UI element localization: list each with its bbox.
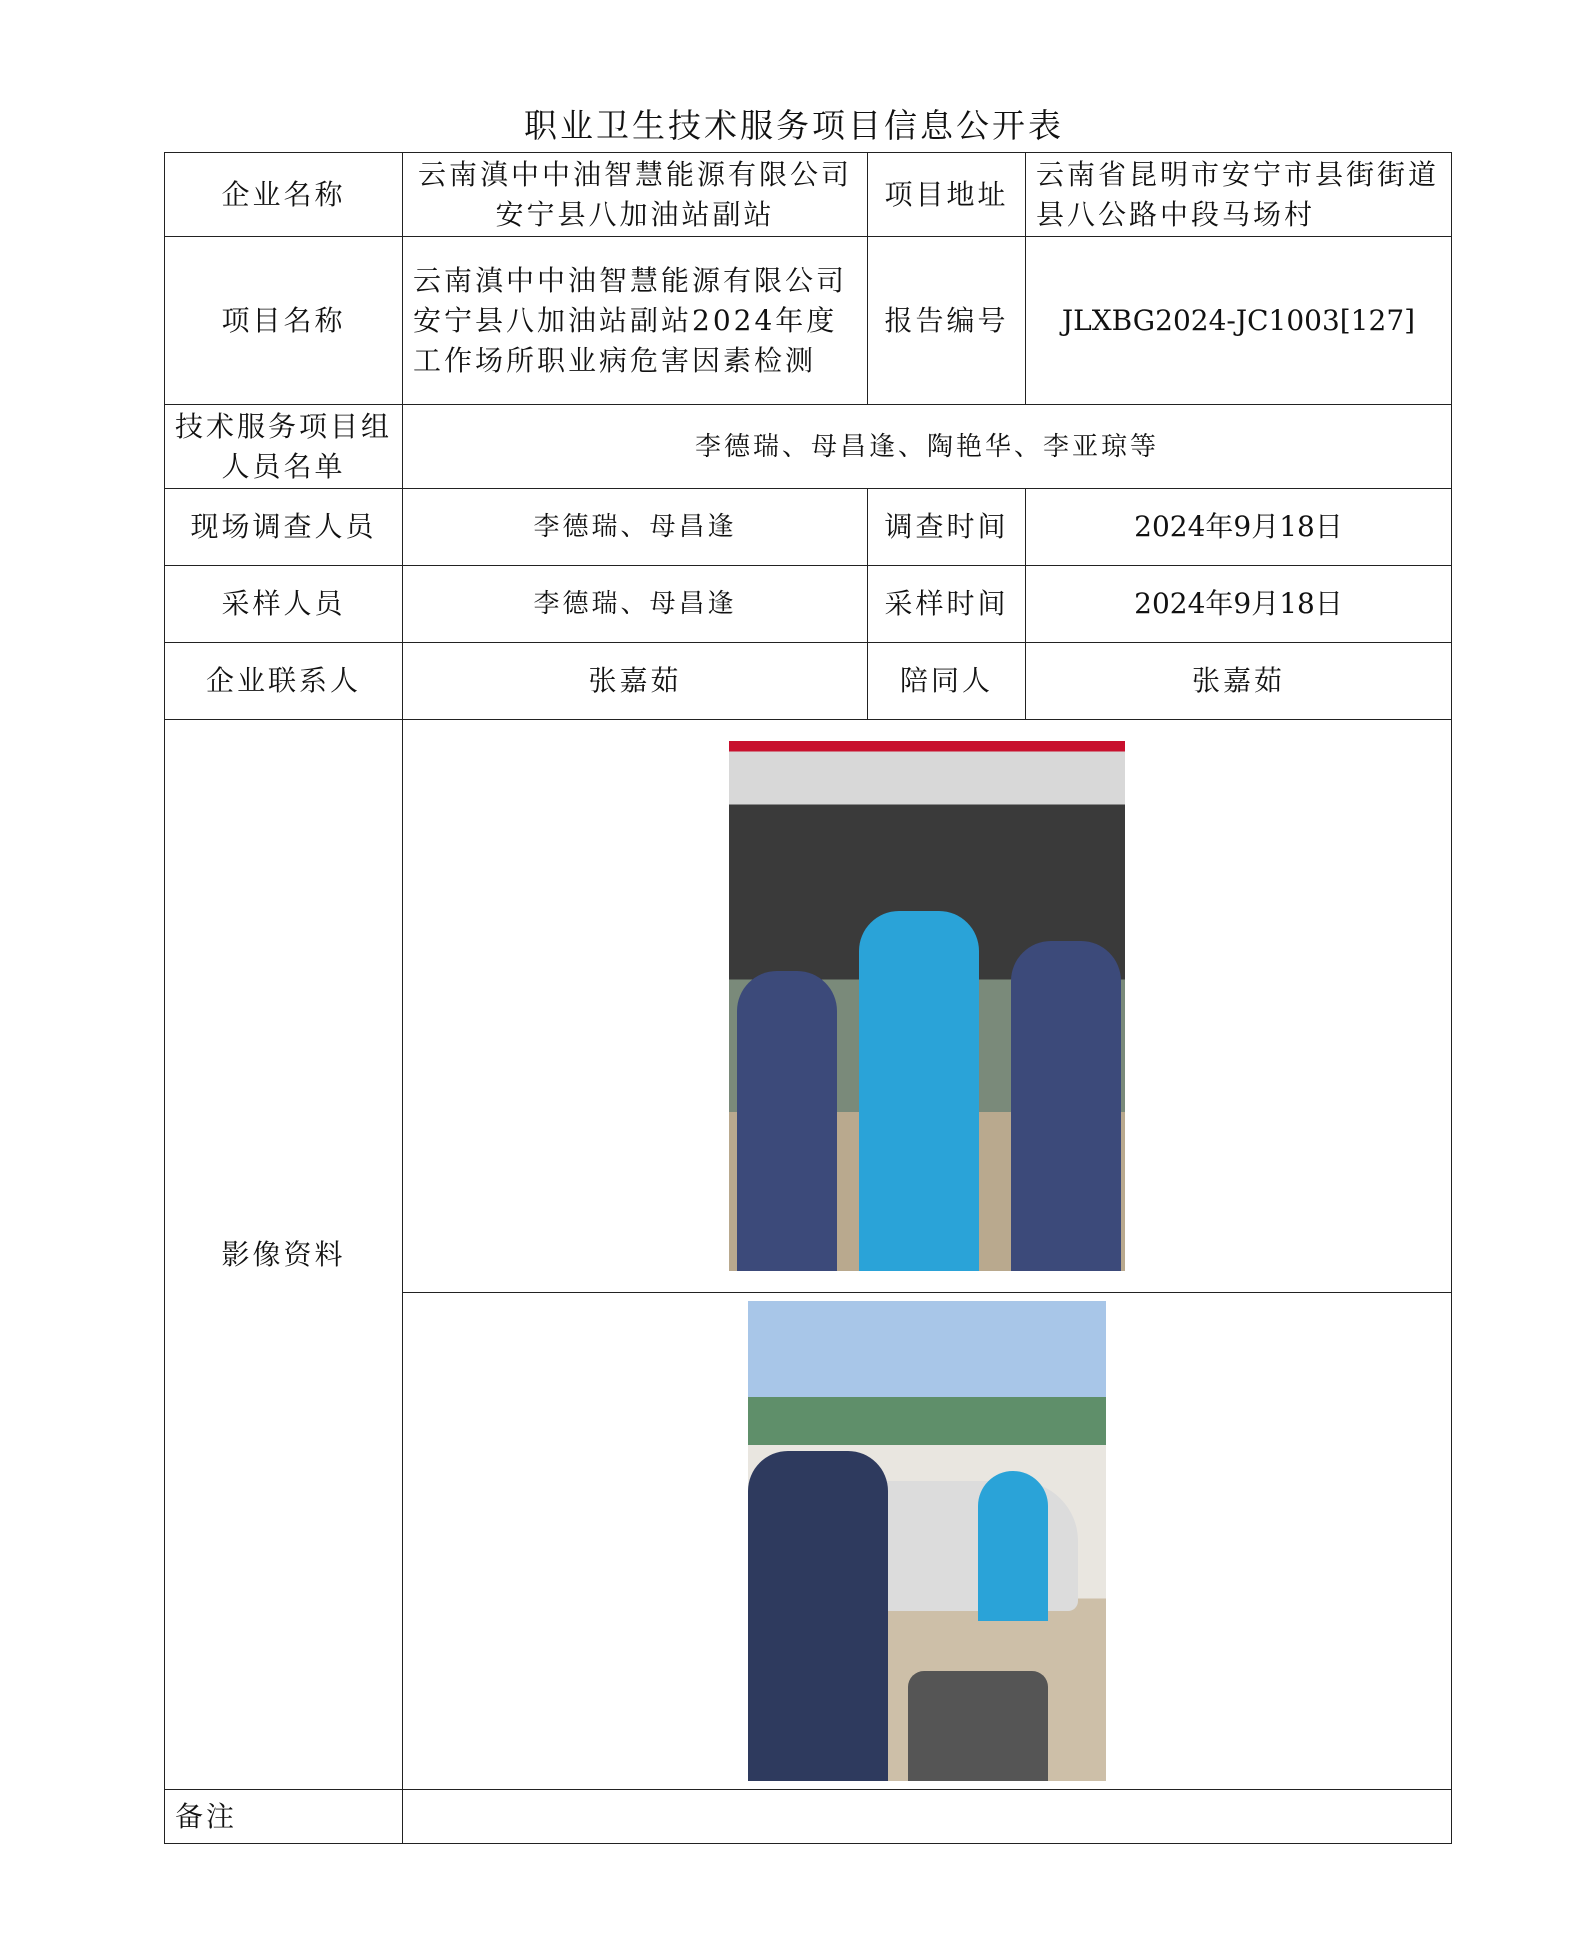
row-company xyxy=(165,153,1452,237)
row-image-1 xyxy=(165,720,1452,1293)
project-value: 云南滇中中油智慧能源有限公司安宁县八加油站副站2024年度工作场所职业病危害因素检测 xyxy=(403,237,868,405)
escort-value: 张嘉茹 xyxy=(1026,643,1452,720)
row-remarks xyxy=(165,1790,1452,1844)
company-label: 企业名称 xyxy=(165,153,403,237)
person-figure xyxy=(859,911,979,1271)
image-cell-1 xyxy=(403,720,1452,1293)
info-table xyxy=(164,152,1452,1844)
person-figure xyxy=(1011,941,1121,1271)
image-cell-2 xyxy=(403,1293,1452,1790)
contact-value: 张嘉茹 xyxy=(403,643,868,720)
row-sampling xyxy=(165,566,1452,643)
remarks-value xyxy=(403,1790,1452,1844)
sampling-time-value: 2024年9月18日 xyxy=(1026,566,1452,643)
row-project xyxy=(165,237,1452,405)
row-contact xyxy=(165,643,1452,720)
address-label: 项目地址 xyxy=(868,153,1026,237)
escort-label: 陪同人 xyxy=(868,643,1026,720)
person-figure xyxy=(737,971,837,1271)
team-value: 李德瑞、母昌逢、陶艳华、李亚琼等 xyxy=(403,405,1452,489)
survey-time-value: 2024年9月18日 xyxy=(1026,489,1452,566)
sampling-staff-value: 李德瑞、母昌逢 xyxy=(403,566,868,643)
report-label: 报告编号 xyxy=(868,237,1026,405)
images-label: 影像资料 xyxy=(165,720,403,1790)
team-label: 技术服务项目组人员名单 xyxy=(165,405,403,489)
row-team xyxy=(165,405,1452,489)
sampling-time-label: 采样时间 xyxy=(868,566,1026,643)
sampling-staff-label: 采样人员 xyxy=(165,566,403,643)
survey-time-label: 调查时间 xyxy=(868,489,1026,566)
row-survey xyxy=(165,489,1452,566)
bin-shape xyxy=(908,1671,1048,1781)
company-value: 云南滇中中油智慧能源有限公司安宁县八加油站副站 xyxy=(403,153,868,237)
page-title: 职业卫生技术服务项目信息公开表 xyxy=(524,106,1064,145)
address-value: 云南省昆明市安宁市县街街道县八公路中段马场村 xyxy=(1026,153,1452,237)
sampling-photo xyxy=(748,1301,1106,1781)
survey-staff-value: 李德瑞、母昌逢 xyxy=(403,489,868,566)
remarks-label: 备注 xyxy=(165,1790,403,1844)
person-figure xyxy=(748,1451,888,1781)
report-value: JLXBG2024-JC1003[127] xyxy=(1026,237,1452,405)
survey-staff-label: 现场调查人员 xyxy=(165,489,403,566)
project-label: 项目名称 xyxy=(165,237,403,405)
contact-label: 企业联系人 xyxy=(165,643,403,720)
staff-group-photo xyxy=(729,741,1125,1271)
person-figure xyxy=(978,1471,1048,1621)
